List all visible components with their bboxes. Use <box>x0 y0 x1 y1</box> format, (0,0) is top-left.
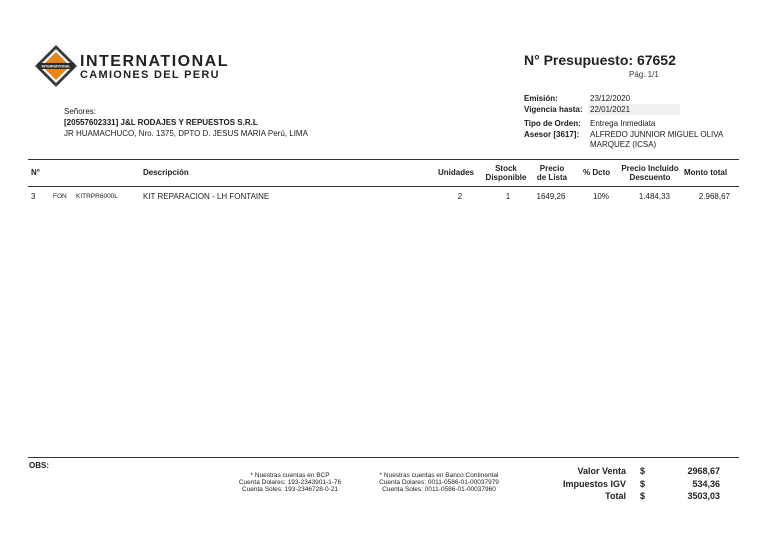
header-stock-line1: Stock <box>495 164 517 173</box>
page-number: Pág. 1/1 <box>629 70 659 79</box>
bank-bcp <box>220 472 360 493</box>
row-no: 3 <box>31 192 36 201</box>
header-precio-line1: Precio <box>539 164 565 173</box>
valor-venta-currency: $ <box>640 466 646 476</box>
header-monto-total: Monto total <box>684 168 728 177</box>
quote-number: N° Presupuesto: 67652 <box>524 52 676 68</box>
total-value: 3503,03 <box>687 491 720 501</box>
header-pid-line2: Descuento <box>629 173 671 182</box>
header-stock <box>482 164 530 182</box>
row-total: 2.968,67 <box>698 192 730 201</box>
igv-value: 534,36 <box>692 479 720 489</box>
header-precio-descuento <box>617 164 683 182</box>
header-unidades: Unidades <box>438 168 475 177</box>
brand-name: INTERNATIONAL <box>80 53 229 70</box>
emision-value: 23/12/2020 <box>590 94 631 103</box>
footer-rule <box>28 457 739 458</box>
logo-text: INTERNATIONAL <box>41 64 71 69</box>
bank-bcp-line2: Cuenta Dolares: 193-2343901-1-76 <box>238 479 342 486</box>
row-price: 1649,26 <box>536 192 566 201</box>
table-header-rule <box>28 186 739 187</box>
header-dcto: % Dcto <box>583 168 611 177</box>
bank-bcp-line1: * Nuestras cuentas en BCP <box>250 472 330 479</box>
client-address: JR HUAMACHUCO, Nro. 1375, DPTO D. JESUS MARIA Perú, LIMA <box>64 129 308 138</box>
bank-bcp-line3: Cuenta Soles: 193-2346728-0-21 <box>241 486 339 493</box>
header-precio-line2: de Lista <box>536 173 568 182</box>
valor-venta-value: 2968,67 <box>687 466 720 476</box>
client-greeting: Señores: <box>64 107 97 116</box>
row-stock: 1 <box>505 192 511 201</box>
vigencia-label: Vigencia hasta: <box>524 105 583 114</box>
bank-continental-line2: Cuenta Dolares: 0011-0586-01-00037979 <box>379 479 499 486</box>
header-descripcion: Descripción <box>143 168 189 177</box>
header-pid-line1: Precio Incluido <box>621 164 679 173</box>
total-currency: $ <box>640 491 646 501</box>
row-code: KITRPR6000L <box>76 193 118 200</box>
row-description: KIT REPARACION - LH FONTAINE <box>143 192 270 201</box>
total-label: Total <box>605 491 626 501</box>
header-no: N° <box>31 168 40 177</box>
header-stock-line2: Disponible <box>485 173 527 182</box>
valor-venta-label: Valor Venta <box>577 466 626 476</box>
obs-label: OBS: <box>29 461 49 470</box>
emision-label: Emisión: <box>524 94 558 103</box>
header-precio-lista <box>531 164 573 182</box>
asesor-value-line1: ALFREDO JUNNIOR MIGUEL OLIVA <box>590 130 724 139</box>
bank-continental-line3: Cuenta Soles: 0011-0586-01-00037960 <box>382 486 496 493</box>
bank-continental <box>364 472 514 493</box>
row-brand: FON <box>53 193 67 200</box>
igv-label: Impuestos IGV <box>562 479 626 489</box>
brand-subtitle: CAMIONES DEL PERU <box>80 69 220 81</box>
table-top-rule <box>28 159 739 160</box>
client-name: [20557602331] J&L RODAJES Y REPUESTOS S.R.L <box>64 118 258 127</box>
row-price-discount: 1.484,33 <box>638 192 670 201</box>
row-units: 2 <box>457 192 463 201</box>
tipo-orden-value: Entrega Inmediata <box>590 119 656 128</box>
asesor-label: Asesor [3617]: <box>524 130 580 139</box>
row-dcto: 10% <box>592 192 609 201</box>
bank-continental-line1: * Nuestras cuentas en Banco Continental <box>379 472 499 479</box>
igv-currency: $ <box>640 479 646 489</box>
vigencia-value: 22/01/2021 <box>588 104 680 115</box>
asesor-value-line2: MARQUEZ (ICSA) <box>590 140 657 149</box>
international-logo-icon <box>34 44 78 88</box>
tipo-orden-label: Tipo de Orden: <box>524 119 581 128</box>
